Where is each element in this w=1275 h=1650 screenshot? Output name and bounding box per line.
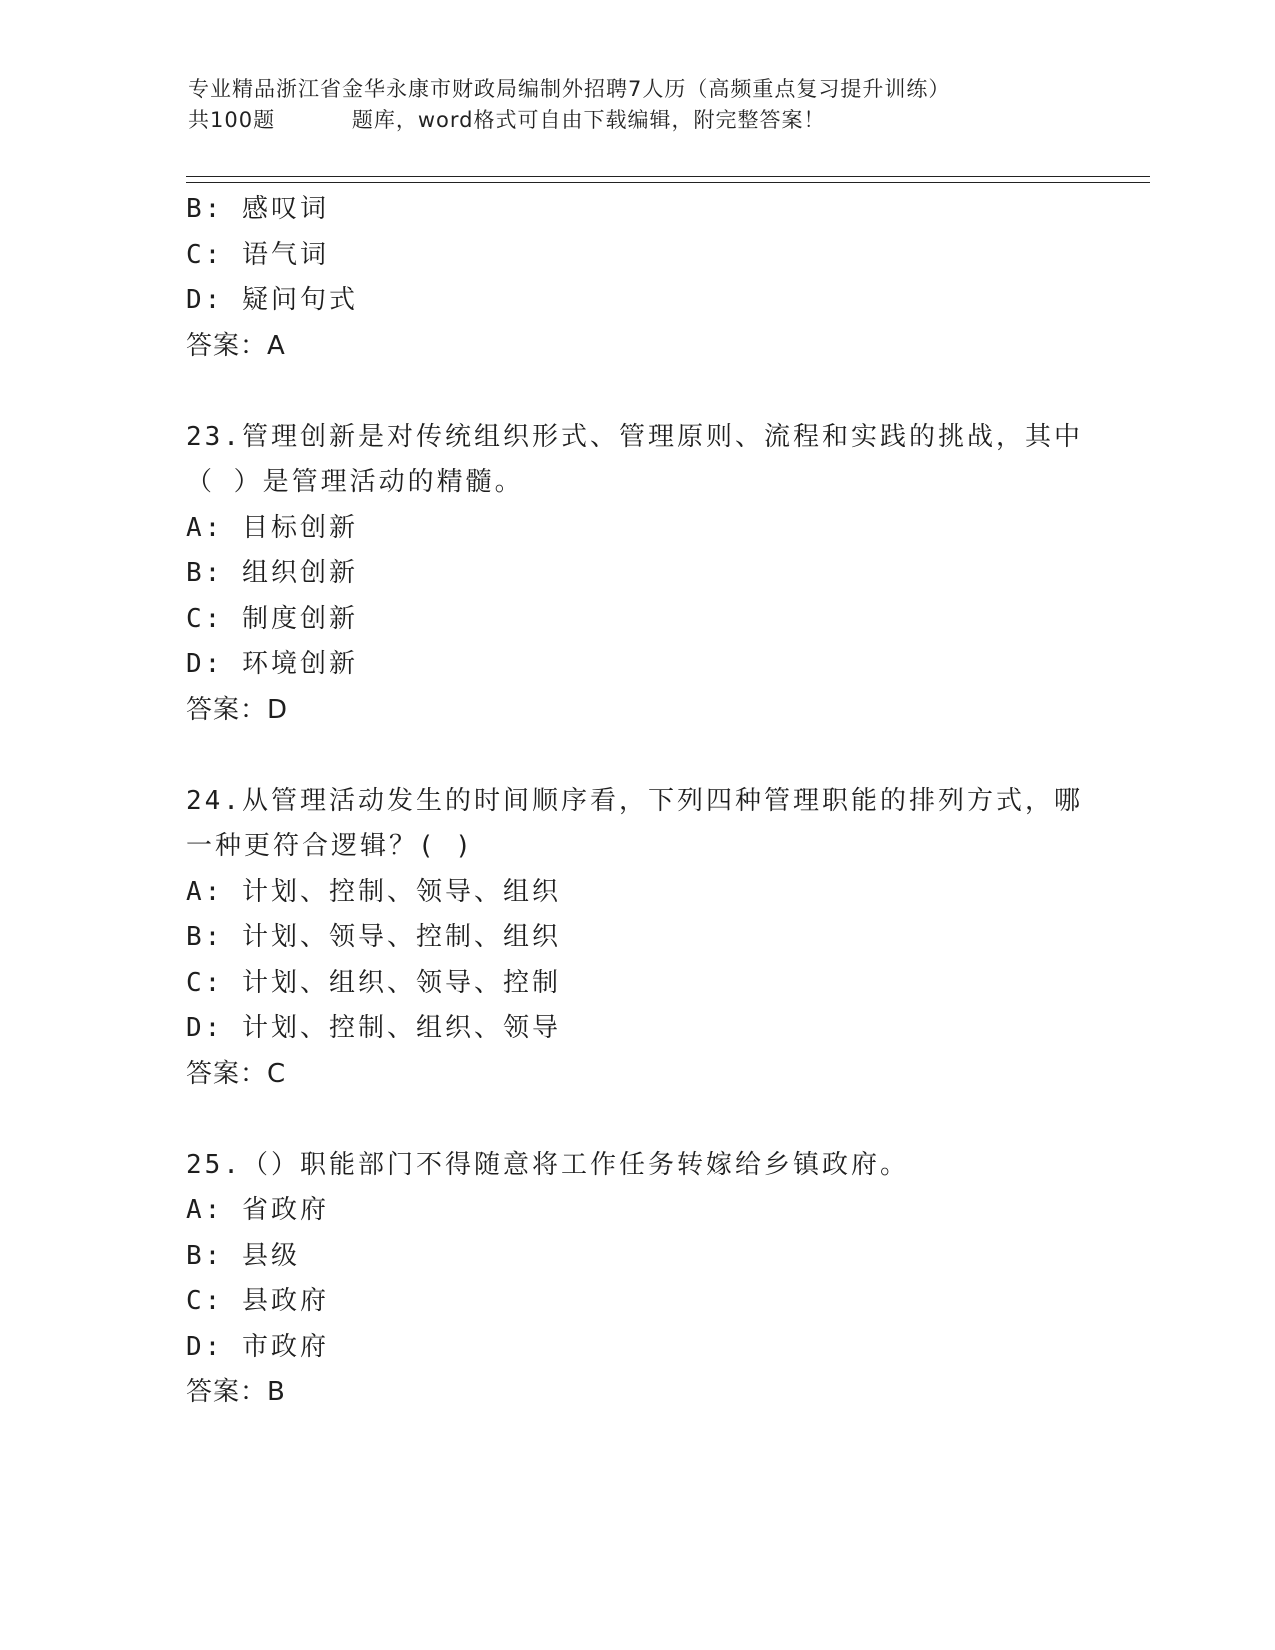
question-25 bbox=[186, 1143, 1106, 1416]
answer-label: 答案：A bbox=[186, 330, 286, 361]
option-a: A: 计划、控制、领导、组织 bbox=[186, 876, 561, 907]
option-c: C: 语气词 bbox=[186, 239, 329, 270]
option-b: B: 计划、领导、控制、组织 bbox=[186, 922, 561, 952]
spacer bbox=[186, 733, 1106, 779]
question-23 bbox=[186, 415, 1106, 734]
option-b: B: 组织创新 bbox=[186, 558, 358, 588]
answer-label: 答案：C bbox=[186, 1058, 287, 1089]
answer-label: 答案：B bbox=[186, 1377, 286, 1407]
question-stem: 一种更符合逻辑？( ) bbox=[186, 831, 474, 861]
option-b: B: 感叹词 bbox=[186, 194, 329, 224]
question-24 bbox=[186, 779, 1106, 1098]
option-b: B: 县级 bbox=[186, 1240, 300, 1271]
prev-question-block bbox=[186, 187, 1106, 369]
question-content bbox=[186, 187, 1106, 1416]
question-stem: （ ）是管理活动的精髓。 bbox=[186, 467, 524, 497]
question-stem: 25.（）职能部门不得随意将工作任务转嫁给乡镇政府。 bbox=[186, 1149, 909, 1180]
option-d: D: 疑问句式 bbox=[186, 285, 358, 315]
option-d: D: 环境创新 bbox=[186, 649, 358, 679]
header-subtitle: 共100题 题库，word格式可自由下载编辑，附完整答案！ bbox=[188, 108, 826, 132]
option-d: D: 市政府 bbox=[186, 1331, 329, 1362]
header-divider bbox=[186, 176, 1150, 183]
spacer bbox=[186, 1097, 1106, 1143]
page-header bbox=[188, 74, 1108, 136]
option-c: C: 计划、组织、领导、控制 bbox=[186, 967, 561, 998]
question-stem: 24.从管理活动发生的时间顺序看，下列四种管理职能的排列方式，哪 bbox=[186, 785, 1083, 816]
question-stem: 23.管理创新是对传统组织形式、管理原则、流程和实践的挑战，其中 bbox=[186, 421, 1083, 452]
option-d: D: 计划、控制、组织、领导 bbox=[186, 1013, 561, 1043]
option-a: A: 目标创新 bbox=[186, 512, 358, 543]
option-a: A: 省政府 bbox=[186, 1195, 329, 1225]
header-title: 专业精品浙江省金华永康市财政局编制外招聘7人历（高频重点复习提升训练） bbox=[188, 77, 951, 101]
answer-label: 答案：D bbox=[186, 694, 289, 725]
option-c: C: 制度创新 bbox=[186, 603, 358, 634]
spacer bbox=[186, 369, 1106, 415]
option-c: C: 县政府 bbox=[186, 1286, 329, 1316]
